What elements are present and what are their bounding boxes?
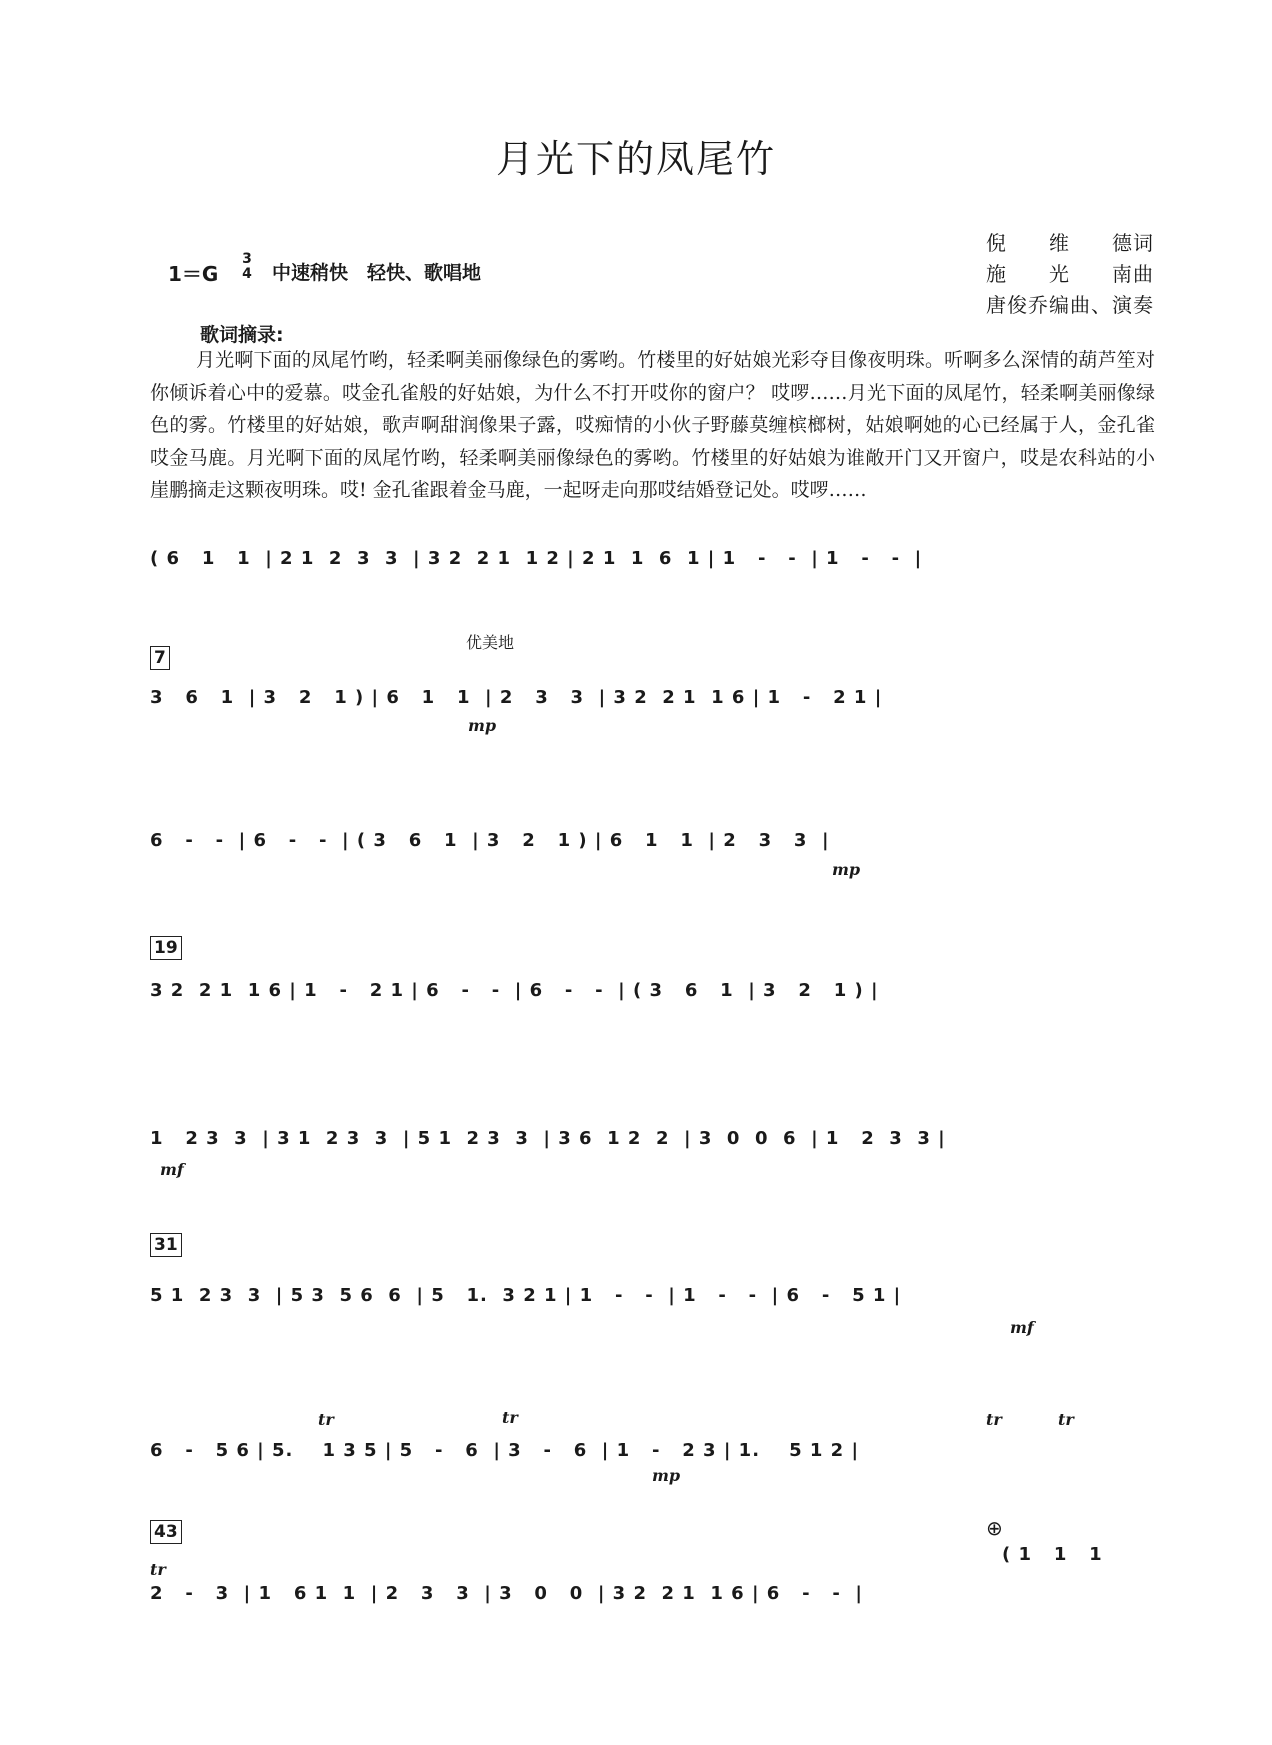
notes-line: 3 2 2 1 1 6 | 1 - 2 1 | 6 - - | 6 - - | ( 3 6 1 | 3 2 1 ) | bbox=[150, 980, 879, 1001]
time-signature bbox=[240, 252, 254, 282]
notes-line: 1 2 3 3 | 3 1 2 3 3 | 5 1 2 3 3 | 3 6 1 2 2 | 3 0 0 6 | 1 2 3 3 | bbox=[150, 1128, 946, 1149]
dynamic-mp: mp bbox=[832, 860, 861, 879]
credits bbox=[986, 228, 1154, 321]
notes-line: 6 - - | 6 - - | ( 3 6 1 | 3 2 1 ) | 6 1 1 | 2 3 3 | bbox=[150, 830, 830, 851]
coda-notes: ( 1 1 1 bbox=[1002, 1544, 1103, 1565]
dynamic-mf: mf bbox=[160, 1160, 184, 1179]
rehearsal-number: 31 bbox=[150, 1233, 182, 1257]
trill-mark: tr bbox=[986, 1410, 1002, 1429]
coda-icon: ⊕ bbox=[986, 1516, 1003, 1540]
dynamic-mf: mf bbox=[1010, 1318, 1034, 1337]
credit-composer: 施 光 南曲 bbox=[986, 262, 1154, 286]
page-title: 月光下的凤尾竹 bbox=[495, 137, 776, 181]
notes-line: 2 - 3 | 1 6 1 1 | 2 3 3 | 3 0 0 | 3 2 2 1 1 6 | 6 - - | bbox=[150, 1583, 863, 1604]
dynamic-mp: mp bbox=[468, 716, 497, 735]
credit-lyricist: 倪 维 德词 bbox=[986, 231, 1154, 255]
lyrics-text: 月光啊下面的凤尾竹哟，轻柔啊美丽像绿色的雾哟。竹楼里的好姑娘光彩夺目像夜明珠。听啊多么深情的葫芦笙对你倾诉着心中的爱慕。哎金孔雀般的好姑娘，为什么不打开哎你的窗户？ 哎啰……月光下面的凤尾竹，轻柔啊美丽像绿色的雾。竹楼里的好姑娘，歌声啊甜润像果子露，哎痴情的小伙子野藤莫缠槟榔树，姑娘啊她的心已经属于人，金孔雀哎金马鹿。月光啊下面的凤尾竹哟，轻柔啊美丽像绿色的雾哟。竹楼里的好姑娘为谁敞开门又开窗户，哎是农科站的小崖鹏摘走这颗夜明珠。哎! 金孔雀跟着金马鹿，一起呀走向那哎结婚登记处。哎啰…… bbox=[150, 349, 1155, 501]
notes-line: 6 - 5 6 | 5. 1 3 5 | 5 - 6 | 3 - 6 | 1 - 2 3 | 1. 5 1 2 | bbox=[150, 1440, 860, 1461]
notes-line: ( 6 1 1 | 2 1 2 3 3 | 3 2 2 1 1 2 | 2 1 1 6 1 | 1 - - | 1 - - | bbox=[150, 548, 923, 569]
key-signature: 1＝G bbox=[168, 262, 219, 286]
tempo-marking: 中速稍快 轻快、歌唱地 bbox=[272, 262, 482, 284]
dynamic-mp: mp bbox=[652, 1466, 681, 1485]
trill-mark: tr bbox=[318, 1410, 334, 1429]
trill-mark: tr bbox=[1058, 1410, 1074, 1429]
rehearsal-number: 19 bbox=[150, 936, 182, 960]
expression-mark: 优美地 bbox=[466, 633, 515, 652]
time-sig-top: 3 bbox=[242, 251, 252, 267]
time-sig-bottom: 4 bbox=[242, 266, 252, 282]
trill-mark: tr bbox=[502, 1408, 518, 1427]
credit-arranger: 唐俊乔编曲、演奏 bbox=[986, 293, 1154, 317]
trill-mark: tr bbox=[150, 1560, 166, 1579]
notes-line: 3 6 1 | 3 2 1 ) | 6 1 1 | 2 3 3 | 3 2 2 1 1 6 | 1 - 2 1 | bbox=[150, 687, 883, 708]
rehearsal-number: 7 bbox=[150, 646, 170, 670]
notes-line: 5 1 2 3 3 | 5 3 5 6 6 | 5 1. 3 2 1 | 1 - - | 1 - - | 6 - 5 1 | bbox=[150, 1285, 902, 1306]
rehearsal-number: 43 bbox=[150, 1520, 182, 1544]
lyrics-label: 歌词摘录: bbox=[200, 324, 284, 346]
